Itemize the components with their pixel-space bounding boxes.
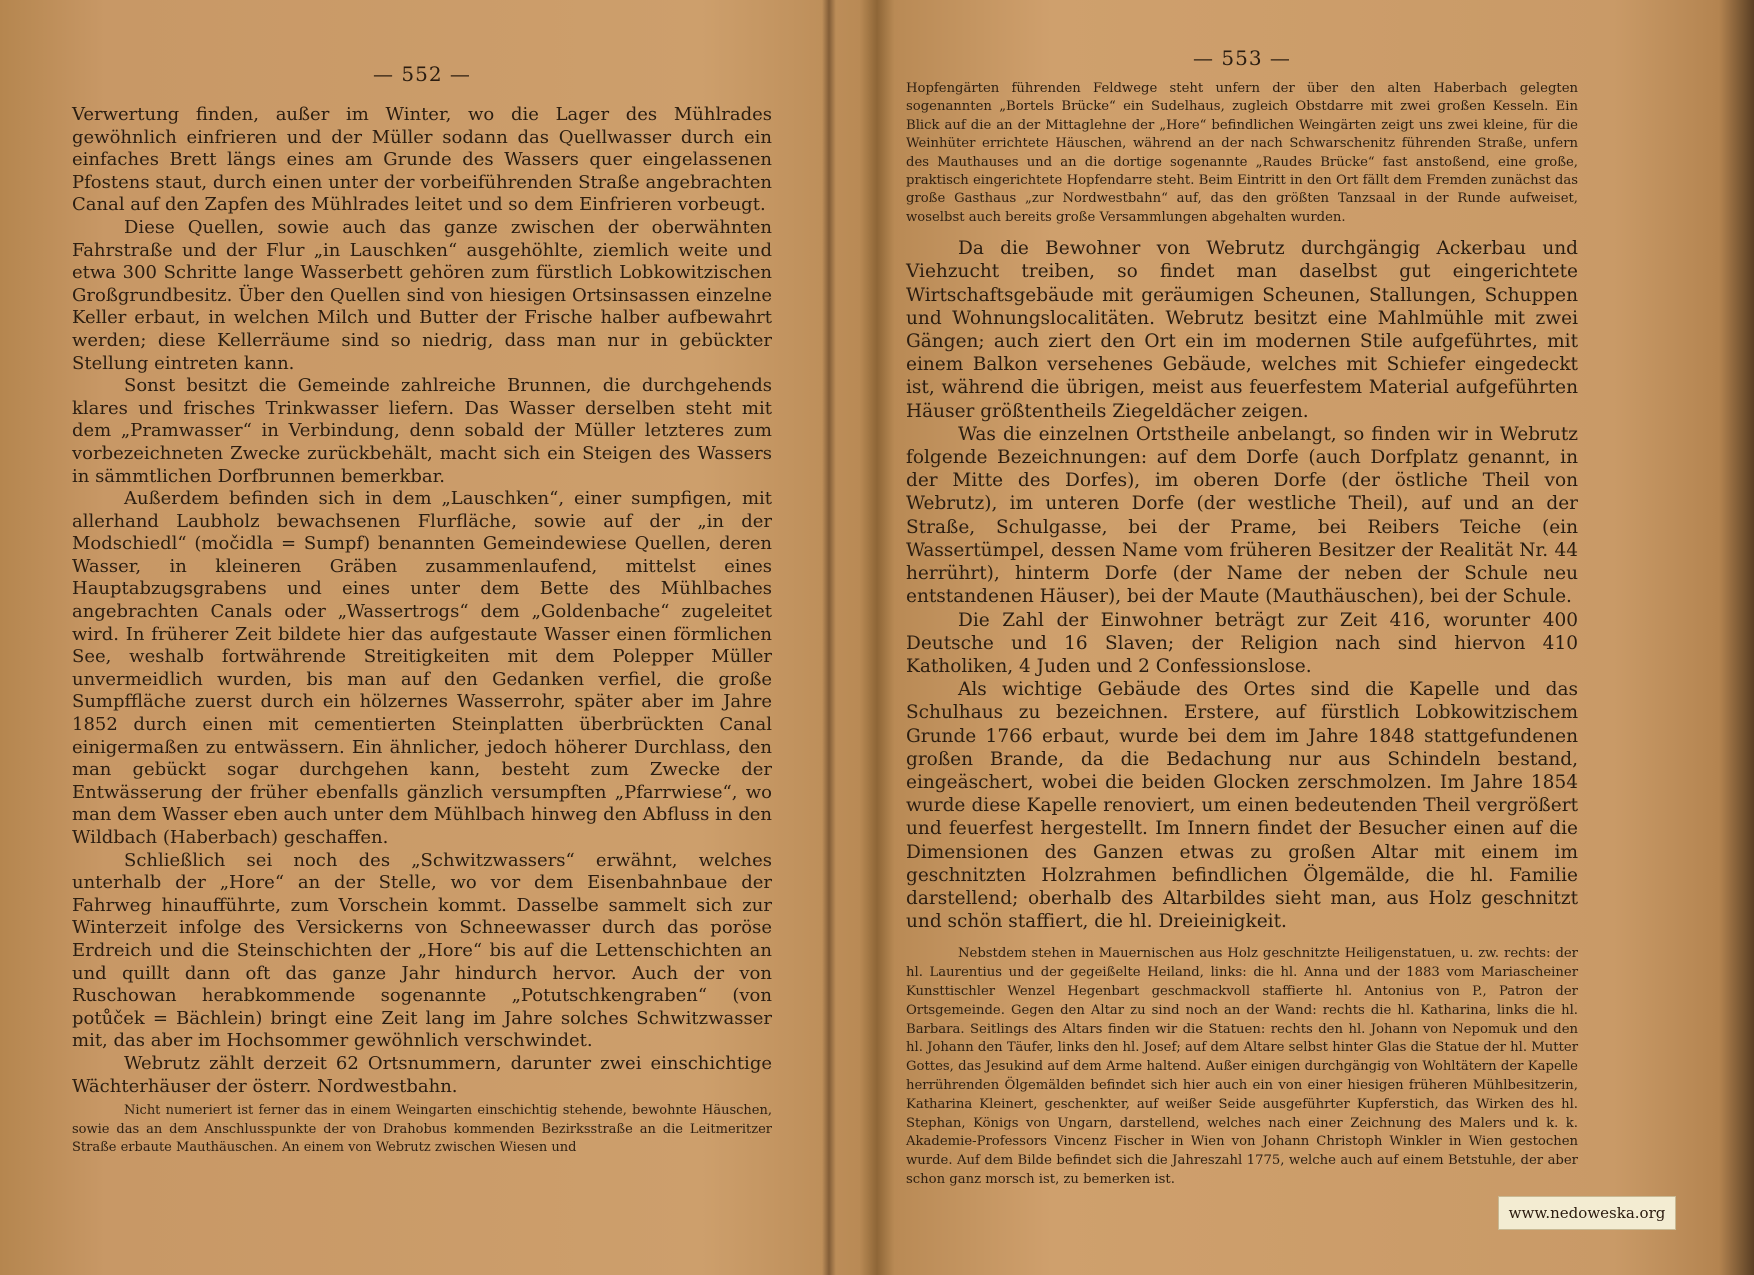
left-page xyxy=(0,0,828,1275)
footnote-continuation: Hopfengärten führenden Feldwege steht unfern der über den alten Haberbach gelegten sogenannten „Bortels Brücke“ ein Sudelhaus, zugleich Obstdarre mit zwei großen Kesseln. Ein Blick auf die an der Mittaglehne der „Hore“ befindlichen Weingärten zeigt uns zwei kleine, für die Weinhüter errichtete Häuschen, während an der nach Schwarschenitz führenden Straße, unfern des Mauthauses und an die dortige sogenannte „Raudes Brücke“ fast anstoßend, eine große, praktisch eingerichtete Hopfendarre steht. Beim Eintritt in den Ort fällt dem Fremden zunächst das große Gasthaus „zur Nordwestbahn“ auf, das den größten Tanzsaal in der Runde aufweiset, woselbst auch bereits große Versammlungen abgehalten wurden. xyxy=(906,81,1578,225)
paragraph: Als wichtige Gebäude des Ortes sind die Kapelle und das Schulhaus zu bezeichnen. Erstere, auf fürstlich Lobkowitzischem Grunde 1766 erbaut, wurde bei dem im Jahre 1848 stattgefundenen großen Brande, da die Bedachung nur aus Schindeln bestand, eingeäschert, wobei die beiden Glocken zerschmolzen. Im Jahre 1854 wurde diese Kapelle renoviert, um einen bedeutenden Theil vergrößert und feuerfest hergestellt. Im Innern findet der Besucher einen auf die Dimensionen des Ganzen etwas zu großen Altar mit einem im geschnitzten Holzrahmen befindlichen Ölgemälde, die hl. Familie darstellend; oberhalb des Altarbildes sieht man, aus Holz geschnitzt und schön staffiert, die hl. Dreieinigkeit. xyxy=(906,679,1578,933)
watermark-label: www.nedoweska.org xyxy=(1498,1196,1676,1230)
paragraph: Schließlich sei noch des „Schwitzwassers“ erwähnt, welches unterhalb der „Hore“ an der Stelle, wo vor dem Eisenbahnbaue der Fahrweg hinaufführte, zum Vorschein kommt. Dasselbe sammelt sich zur Winterzeit infolge des Versickerns von Schneewasser durch das poröse Erdreich und die Steinschichten der „Hore“ bis auf die Lettenschichten an und quillt dann oft das ganze Jahr hindurch hervor. Auch der von Ruschowan herabkommende sogenannte „Potutschkengraben“ (von potůček = Bächlein) bringt eine Zeit lang im Jahre solches Schwitzwasser mit, das aber im Hochsommer gewöhnlich verschwindet. xyxy=(72,849,772,1052)
page-number-left: — 552 — xyxy=(373,62,471,86)
footnote-left: Nicht numeriert ist ferner das in einem Weingarten einschichtig stehende, bewohnte Häuschen, sowie das an dem Anschlusspunkte der von Drahobus kommenden Bezirksstraße an die Leitmeritzer Straße erbaute Mauthäuschen. An einem von Webrutz zwischen Wiesen und xyxy=(72,1103,772,1156)
paragraph: Diese Quellen, sowie auch das ganze zwischen der oberwähnten Fahrstraße und der Flur „in Lauschken“ ausgehöhlte, ziemlich weite und etwa 300 Schritte lange Wasserbett gehören zum fürstlich Lobkowitzischen Großgrundbesitz. Über den Quellen sind von hiesigen Ortsinsassen einzelne Keller erbaut, in welchen Milch und Butter der Frische halber aufbewahrt werden; diese Kellerräume sind so niedrig, dass man nur in gebückter Stellung eintreten kann. xyxy=(72,216,772,374)
paragraph: Webrutz zählt derzeit 62 Ortsnummern, darunter zwei einschichtige Wächterhäuser der österr. Nordwestbahn. xyxy=(72,1052,772,1097)
paragraph: Die Zahl der Einwohner beträgt zur Zeit 416, worunter 400 Deutsche und 16 Slaven; der Religion nach sind hiervon 410 Katholiken, 4 Juden und 2 Confessionslose. xyxy=(906,609,1578,677)
paragraph: Sonst besitzt die Gemeinde zahlreiche Brunnen, die durchgehends klares und frisches Trinkwasser liefern. Das Wasser derselben steht mit dem „Pramwasser“ in Verbindung, denn sobald der Müller letzteres zum vorbezeichneten Zwecke zurückbehält, macht sich ein Steigen des Wassers in sämmtlichen Dorfbrunnen bemerkbar. xyxy=(72,375,772,487)
paragraph: Verwertung finden, außer im Winter, wo die Lager des Mühlrades gewöhnlich einfrieren und der Müller sodann das Quellwasser durch ein einfaches Brett längs eines am Grunde des Wassers quer eingelassenen Pfostens staut, durch einen unter der vorbeiführenden Straße angebrachten Canal auf den Zapfen des Mühlrades leitet und so dem Einfrieren vorbeugt. xyxy=(72,104,772,216)
footnote-right: Nebstdem stehen in Mauernischen aus Holz geschnitzte Heiligenstatuen, u. zw. rechts: der hl. Laurentius und der gegeißelte Heiland, links: die hl. Anna und der 1883 vom Mariascheiner Kunsttischler Wenzel Hegenbart geschmackvoll staffierte hl. Antonius von P., Patron der Ortsgemeinde. Gegen den Altar zu sind noch an der Wand: rechts die hl. Katharina, links die hl. Barbara. Seitlings des Altars finden wir die Statuen: rechts den hl. Johann von Nepomuk und den hl. Johann den Täufer, links den hl. Josef; auf dem Altare selbst hinter Glas die Statue der hl. Mutter Gottes, das Jesukind auf dem Arme haltend. Außer einigen durchgängig von Wohltätern der Kapelle herrührenden Ölgemälden befindet sich hier auch ein von einer hiesigen früheren Mühlbesitzerin, Katharina Kleinert, geschenkter, auf weißer Seide ausgeführter Kupferstich, das Wirken des hl. Stephan, Königs von Ungarn, darstellend, welches nach einer Zeichnung des Malers und k. k. Akademie-Professors Vincenz Fischer in Wien von Johann Christoph Winkler in Wien gestochen wurde. Auf dem Bilde befindet sich die Jahreszahl 1775, welche auch auf einem Betstuhle, der aber schon ganz morsch ist, zu bemerken ist. xyxy=(906,946,1578,1187)
paragraph: Da die Bewohner von Webrutz durchgängig Ackerbau und Viehzucht treiben, so findet man daselbst gut eingerichtete Wirtschaftsgebäude mit geräumigen Scheunen, Stallungen, Schuppen und Wohnungslocalitäten. Webrutz besitzt eine Mahlmühle mit zwei Gängen; auch ziert den Ort ein im modernen Stile aufgeführtes, mit einem Balkon versehenes Gebäude, welches mit Schiefer eingedeckt ist, während die übrigen, meist aus feuerfestem Material aufgeführten Häuser größtentheils Ziegeldächer zeigen. xyxy=(906,238,1578,422)
page-number-right: — 553 — xyxy=(1193,46,1291,70)
paragraph: Was die einzelnen Ortstheile anbelangt, so finden wir in Webrutz folgende Bezeichnungen: auf dem Dorfe (auch Dorfplatz genannt, in der Mitte des Dorfes), im oberen Dorfe (der östliche Theil von Webrutz), im unteren Dorfe (der westliche Theil), auf und an der Straße, Schulgasse, bei der Prame, bei Reibers Teiche (ein Wassertümpel, dessen Name vom früheren Besitzer der Realität Nr. 44 herrührt), hinterm Dorfe (der Name der neben der Schule neu entstandenen Häuser), bei der Maute (Mauthäuschen), bei der Schule. xyxy=(906,423,1578,608)
right-page xyxy=(828,0,1728,1275)
paragraph: Außerdem befinden sich in dem „Lauschken“, einer sumpfigen, mit allerhand Laubholz bewachsenen Flurfläche, sowie auf der „in der Modschiedl“ (močidla = Sumpf) benannten Gemeindewiese Quellen, deren Wasser, in kleineren Gräben zusammenlaufend, mittelst eines Hauptabzugsgrabens und eines unter dem Bette des Mühlbaches angebrachten Canals oder „Wassertrogs“ dem „Goldenbache“ zugeleitet wird. In früherer Zeit bildete hier das aufgestaute Wasser einen förmlichen See, weshalb fortwährende Streitigkeiten mit dem Polepper Müller unvermeidlich wurden, bis man auf den Gedanken verfiel, die große Sumpffläche zuerst durch ein hölzernes Wasserrohr, später aber im Jahre 1852 durch einen mit cementierten Steinplatten überbrückten Canal einigermaßen zu entwässern. Ein ähnlicher, jedoch höherer Durchlass, den man gebückt sogar durchgehen kann, besteht zum Zwecke der Entwässerung der früher ebenfalls gänzlich versumpften „Pfarrwiese“, wo man dem Wasser eben auch unter dem Mühlbach hinweg den Abfluss in den Wildbach (Haberbach) geschaffen. xyxy=(72,488,772,848)
